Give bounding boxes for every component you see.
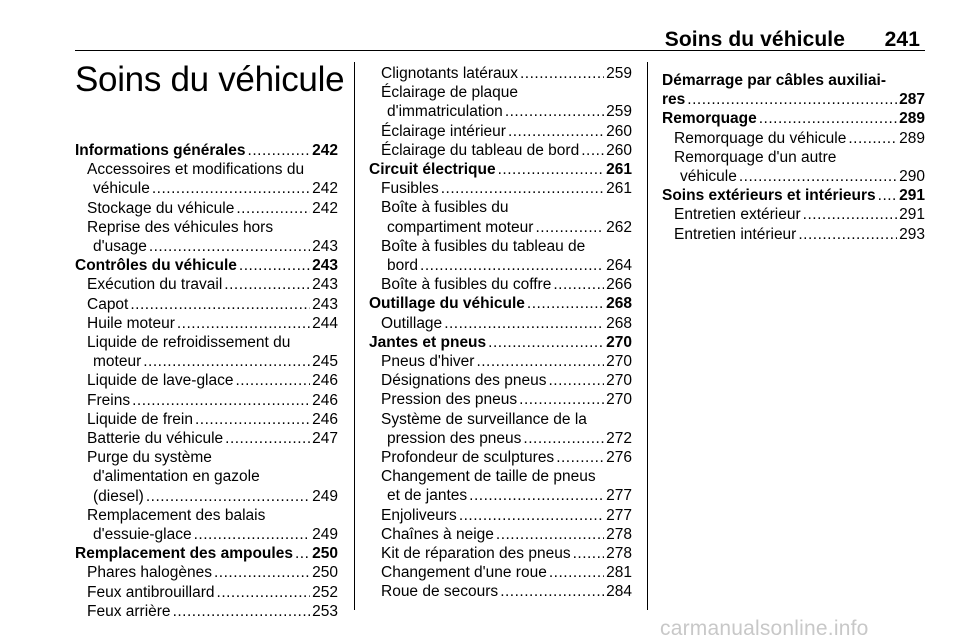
toc-page-number: 289 [899,110,925,128]
toc-entry-label: Changement de taille de pneus [381,468,596,486]
dot-leader [225,429,310,448]
dot-leader [239,256,310,275]
toc-page-number: 252 [312,583,338,601]
toc-page-number: 243 [312,257,338,275]
toc-entry-label: Exécution du travail [87,276,223,294]
toc-page-number: 266 [606,276,632,294]
toc-entry-label: Changement d'une roue [381,564,547,582]
toc-entry-label: compartiment moteur [387,218,534,236]
dot-leader [759,109,897,128]
toc-entry-label: Outillage du véhicule [369,295,525,313]
dot-leader [548,371,604,390]
toc-entry-label: Phares halogènes [87,564,212,582]
toc-entry-label: Soins extérieurs et intérieurs [662,187,876,205]
toc-entry-label: véhicule [680,168,737,186]
dot-leader [556,448,604,467]
toc-entry-label: Fusibles [381,180,439,198]
dot-leader [152,179,310,198]
toc-entry-label: véhicule [93,180,150,198]
toc-entry-label: Boîte à fusibles du [381,199,509,217]
toc-page-number: 250 [312,545,338,563]
toc-entry[interactable] [369,467,632,505]
dot-leader [520,64,604,83]
toc-entry-label: Chaînes à neige [381,525,494,543]
toc-page-number: 264 [606,257,632,275]
toc-entry-label: Purge du système [87,449,212,467]
toc-entry[interactable] [369,506,632,525]
header-rule [75,50,925,51]
toc-page-number: 284 [606,583,632,601]
toc-entry-label: Batterie du véhicule [87,430,224,448]
toc-entry-label: d'usage [93,238,147,256]
toc-page-number: 249 [312,487,338,505]
toc-page-number: 260 [606,122,632,140]
dot-leader [803,205,897,224]
dot-leader [488,333,604,352]
toc-page-number: 244 [312,314,338,332]
dot-leader [236,199,310,218]
toc-entry-label: Outillage [381,314,443,332]
dot-leader [573,544,605,563]
toc-section-entry[interactable] [75,141,338,160]
toc-page-number: 246 [312,410,338,428]
toc-entry[interactable] [75,275,338,294]
toc-entry[interactable] [369,314,632,333]
toc-entry[interactable] [369,64,632,83]
toc-entry[interactable] [369,179,632,198]
toc-entry-label: Boîte à fusibles du coffre [381,276,552,294]
dot-leader [224,275,310,294]
toc-page-number: 290 [899,168,925,186]
dot-leader [508,122,604,141]
toc-entry-label: Remplacement des balais [87,506,266,524]
dot-leader [236,371,311,390]
toc-page-number: 253 [312,602,338,620]
toc-entry[interactable] [75,199,338,218]
dot-leader [420,256,604,275]
toc-page-number: 261 [606,161,632,179]
toc-entry-label: Clignotants latéraux [381,65,518,82]
toc-section-entry[interactable] [75,256,338,275]
toc-entry-label: Jantes et pneus [369,333,487,351]
toc-entry-label: Circuit électrique [369,161,496,179]
toc-entry[interactable] [75,218,338,256]
toc-entry[interactable] [369,544,632,563]
toc-entry[interactable] [75,583,338,602]
toc-entry-label: Contrôles du véhicule [75,257,237,275]
toc-entry[interactable] [75,391,338,410]
toc-entry[interactable] [369,275,632,294]
toc-page-number: 243 [312,295,338,313]
dot-leader [505,102,604,121]
toc-entry-label: Huile moteur [87,314,175,332]
toc-entry[interactable] [75,371,338,390]
toc-entry[interactable] [369,390,632,409]
toc-column-1 [75,141,338,621]
toc-entry-label: Système de surveillance de la [381,410,587,428]
toc-entry-label: Remorquage d'un autre [674,148,837,166]
toc-page-number: 278 [606,525,632,543]
dot-leader [441,179,604,198]
toc-column-2 [369,64,632,602]
toc-entry-label: Freins [87,391,131,409]
dot-leader [444,314,604,333]
toc-entry[interactable] [369,525,632,544]
toc-entry-label: bord [387,257,419,275]
toc-entry[interactable] [369,83,632,121]
toc-entry-label: Liquide de lave-glace [87,372,234,390]
toc-page-number: 268 [606,295,632,313]
toc-page-number: 245 [312,353,338,371]
toc-section-entry[interactable] [662,71,925,109]
toc-entry[interactable] [369,237,632,275]
toc-entry-label: d'essuie-glace [93,526,192,544]
dot-leader [498,160,605,179]
toc-column-3 [662,71,925,244]
toc-entry-label: Feux arrière [87,602,171,620]
toc-entry[interactable] [75,160,338,198]
toc-page-number: 259 [606,103,632,121]
running-header-title: Soins du véhicule [664,28,845,51]
toc-section-entry[interactable] [369,294,632,313]
toc-entry[interactable] [75,410,338,429]
toc-section-entry[interactable] [369,160,632,179]
toc-entry-label: Profondeur de sculptures [381,449,555,467]
toc-entry-label: moteur [93,353,142,371]
toc-page-number: 259 [606,65,632,82]
toc-page-number: 270 [606,391,632,409]
toc-entry[interactable] [75,602,338,621]
dot-leader [177,314,310,333]
toc-page-number: 270 [606,333,632,351]
toc-page-number: 250 [312,564,338,582]
dot-leader [459,506,604,525]
toc-entry[interactable] [369,198,632,236]
dot-leader [248,141,311,160]
toc-page-number: 289 [899,129,925,147]
toc-page-number: 287 [899,91,925,109]
toc-entry-label: Pneus d'hiver [381,353,475,371]
dot-leader [535,218,604,237]
toc-entry[interactable] [662,225,925,244]
dot-leader [469,486,604,505]
toc-page-number: 281 [606,564,632,582]
dot-leader [146,487,310,506]
toc-section-entry[interactable] [662,109,925,128]
dot-leader [130,295,310,314]
toc-page-number: 247 [312,430,338,448]
toc-entry-label: Remorquage [662,110,757,128]
toc-section-entry[interactable] [369,333,632,352]
toc-entry[interactable] [369,448,632,467]
toc-page-number: 276 [606,449,632,467]
toc-entry-label: Remorquage du véhicule [674,129,847,147]
toc-entry[interactable] [662,148,925,186]
toc-entry[interactable] [662,205,925,224]
toc-entry-label: Éclairage intérieur [381,122,506,140]
toc-entry-label: Reprise des véhicules hors [87,218,274,236]
watermark: carmanualsonline.info [660,617,869,640]
toc-entry-label: Boîte à fusibles du tableau de [381,237,586,255]
toc-entry[interactable] [369,410,632,448]
toc-page-number: 260 [606,141,632,159]
toc-entry[interactable] [369,352,632,371]
toc-page-number: 291 [899,187,925,205]
toc-page-number: 242 [312,199,338,217]
dot-leader [553,275,604,294]
toc-entry-label: Kit de réparation des pneus [381,545,571,563]
toc-entry[interactable] [662,129,925,148]
dot-leader [217,583,311,602]
toc-page-number: 242 [312,180,338,198]
toc-page-number: 277 [606,487,632,505]
dot-leader [581,141,604,160]
dot-leader [132,391,310,410]
toc-entry[interactable] [369,141,632,160]
dot-leader [523,429,604,448]
toc-page-number: 293 [899,225,925,243]
toc-entry[interactable] [75,506,338,544]
toc-page-number: 270 [606,353,632,371]
toc-entry-label: pression des pneus [387,429,522,447]
dot-leader [476,352,604,371]
toc-entry[interactable] [75,333,338,371]
toc-page-number: 291 [899,206,925,224]
dot-leader [848,129,897,148]
dot-leader [496,525,604,544]
toc-entry-label: res [662,91,686,109]
toc-page-number: 261 [606,180,632,198]
toc-page-number: 277 [606,506,632,524]
dot-leader [295,544,310,563]
dot-leader [194,525,311,544]
toc-entry-label: Liquide de refroidissement du [87,334,291,352]
toc-entry[interactable] [369,122,632,141]
toc-page-number: 249 [312,526,338,544]
dot-leader [878,186,897,205]
toc-entry[interactable] [75,314,338,333]
running-header [0,22,920,52]
toc-entry-label: Liquide de frein [87,410,193,428]
toc-entry-label: d'immatriculation [387,103,503,121]
toc-entry-label: Capot [87,295,129,313]
toc-page-number: 246 [312,372,338,390]
toc-page-number: 262 [606,218,632,236]
toc-entry[interactable] [369,371,632,390]
toc-entry-label: Entretien intérieur [674,225,797,243]
toc-page-number: 268 [606,314,632,332]
toc-page-number: 243 [312,276,338,294]
toc-entry-label: Roue de secours [381,583,499,601]
dot-leader [214,563,310,582]
toc-entry-label: (diesel) [93,487,144,505]
dot-leader [549,563,604,582]
toc-entry-label: Éclairage de plaque [381,84,519,102]
toc-entry-label: d'alimentation en gazole [93,468,260,486]
toc-entry-label: et de jantes [387,487,468,505]
toc-page-number: 270 [606,372,632,390]
toc-entry-label: Remplacement des ampoules [75,545,293,563]
column-divider [647,62,648,610]
toc-entry-label: Démarrage par câbles auxiliai- [662,72,887,89]
dot-leader [687,90,897,109]
dot-leader [519,390,604,409]
toc-entry-label: Pression des pneus [381,391,518,409]
toc-entry-label: Feux antibrouillard [87,583,215,601]
toc-page-number: 246 [312,391,338,409]
toc-entry[interactable] [75,295,338,314]
chapter-title: Soins du véhicule [75,60,345,99]
toc-entry[interactable] [369,563,632,582]
toc-page-number: 278 [606,545,632,563]
toc-page-number: 242 [312,142,338,159]
toc-entry-label: Stockage du véhicule [87,199,235,217]
dot-leader [527,294,604,313]
column-divider [354,62,355,610]
dot-leader [173,602,311,621]
toc-entry-label: Enjoliveurs [381,506,457,524]
toc-section-entry[interactable] [75,544,338,563]
dot-leader [143,352,310,371]
dot-leader [500,582,604,601]
dot-leader [798,225,897,244]
dot-leader [739,167,897,186]
page-number: 241 [884,28,920,51]
toc-entry[interactable] [75,429,338,448]
dot-leader [149,237,310,256]
toc-page-number: 243 [312,238,338,256]
toc-entry-label: Accessoires et modifications du [87,161,305,179]
toc-entry[interactable] [369,582,632,601]
toc-entry-label: Informations générales [75,142,246,159]
toc-entry-label: Éclairage du tableau de bord [381,141,580,159]
toc-entry-label: Désignations des pneus [381,372,547,390]
toc-page-number: 272 [606,429,632,447]
dot-leader [195,410,310,429]
toc-entry[interactable] [75,563,338,582]
toc-entry-label: Entretien extérieur [674,206,801,224]
toc-entry[interactable] [75,448,338,506]
toc-section-entry[interactable] [662,186,925,205]
